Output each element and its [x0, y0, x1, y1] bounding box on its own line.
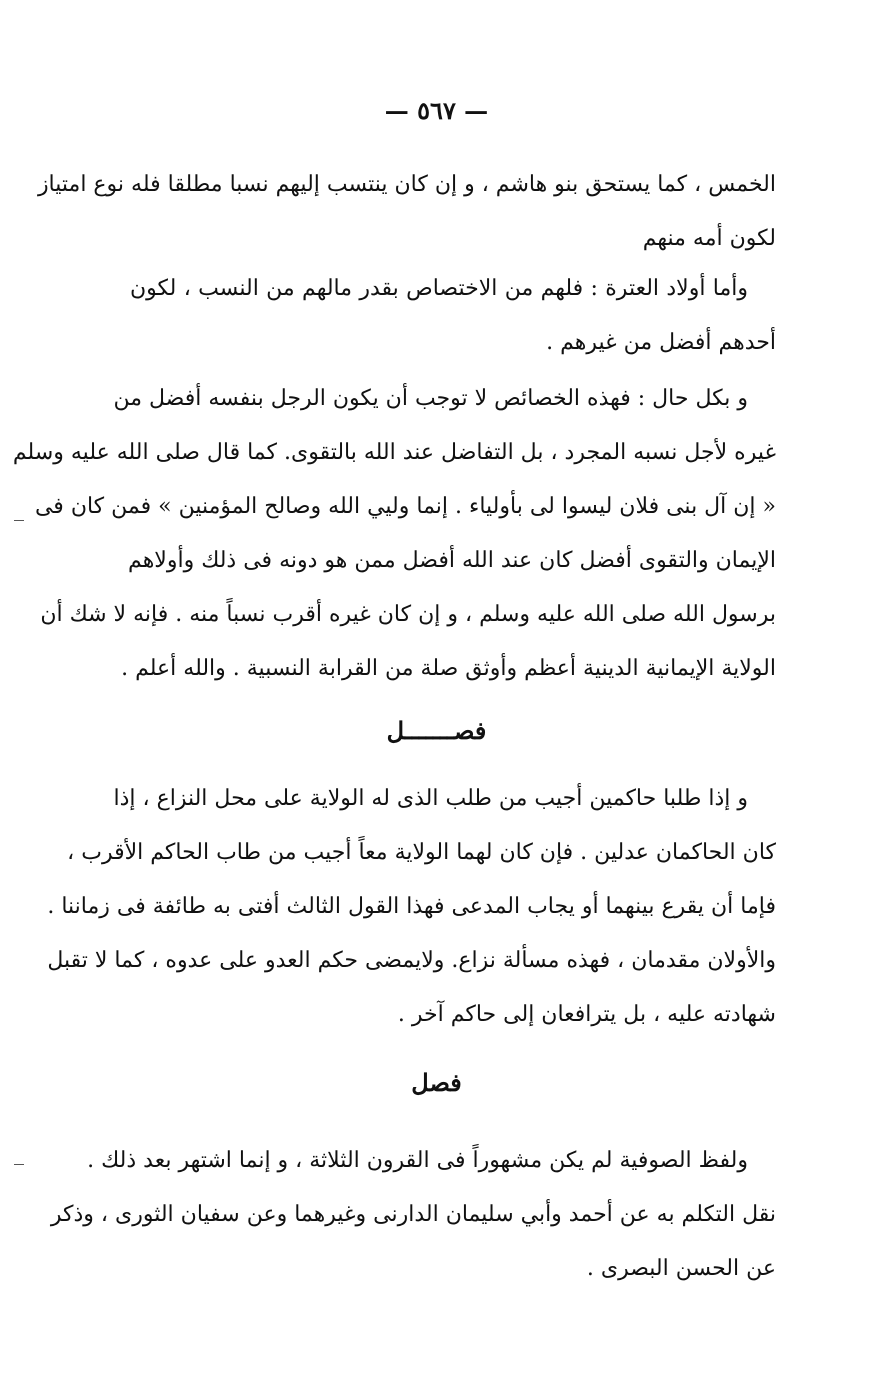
text-line: لكون أمه منهم: [642, 226, 776, 251]
text-line: غيره لأجل نسبه المجرد ، بل التفاضل عند الله بالتقوى. كما قال صلى الله عليه وسلم: [12, 440, 776, 465]
text-line: نقل التكلم به عن أحمد وأبي سليمان الدارنى وغيرهما وعن سفيان الثورى ، وذكر: [50, 1202, 776, 1227]
text-line: الولاية الإيمانية الدينية أعظم وأوثق صلة من القرابة النسبية . والله أعلم .: [121, 656, 776, 681]
section-heading: فصـــــــل: [386, 716, 487, 745]
text-line: الخمس ، كما يستحق بنو هاشم ، و إن كان ينتسب إليهم نسبا مطلقا فله نوع امتياز: [37, 172, 776, 197]
paragraph-2: [130, 262, 776, 370]
paragraph-3: [12, 372, 776, 696]
text-line: شهادته عليه ، بل يترافعان إلى حاكم آخر .: [397, 1002, 776, 1027]
text-line: ولفظ الصوفية لم يكن مشهوراً فى القرون الثلاثة ، و إنما اشتهر بعد ذلك .: [87, 1148, 748, 1173]
text-line: أحدهم أفضل من غيرهم .: [546, 330, 776, 355]
text-line: وأما أولاد العترة : فلهم من الاختصاص بقدر مالهم من النسب ، لكون: [130, 276, 748, 301]
scan-mark: [14, 520, 24, 521]
text-line: فإما أن يقرع بينهما أو يجاب المدعى فهذا القول الثالث أفتى به طائفة فى زماننا .: [47, 894, 776, 919]
text-line: « إن آل بنى فلان ليسوا لى بأولياء . إنما وليي الله وصالح المؤمنين » فمن كان فى: [34, 494, 776, 519]
paragraph-1: [37, 158, 776, 266]
section-heading: فصل: [411, 1068, 462, 1097]
page-number: — ٥٦٧ —: [384, 96, 489, 125]
paragraph-5: [50, 1134, 776, 1296]
text-line: كان الحاكمان عدلين . فإن كان لهما الولاية معاً أجيب من طاب الحاكم الأقرب ،: [67, 840, 776, 865]
text-line: و بكل حال : فهذه الخصائص لا توجب أن يكون الرجل بنفسه أفضل من: [113, 386, 748, 411]
text-line: و إذا طلبا حاكمين أجيب من طلب الذى له الولاية على محل النزاع ، إذا: [113, 786, 748, 811]
scan-mark: [14, 1164, 24, 1165]
text-line: برسول الله صلى الله عليه وسلم ، و إن كان غيره أقرب نسباً منه . فإنه لا شك أن: [40, 602, 776, 627]
text-line: والأولان مقدمان ، فهذه مسألة نزاع. ولايمضى حكم العدو على عدوه ، كما لا تقبل: [47, 948, 776, 973]
text-line: الإيمان والتقوى أفضل كان عند الله أفضل ممن هو دونه فى ذلك وأولاهم: [128, 548, 776, 573]
paragraph-4: [47, 772, 776, 1042]
text-line: عن الحسن البصرى .: [586, 1256, 776, 1281]
